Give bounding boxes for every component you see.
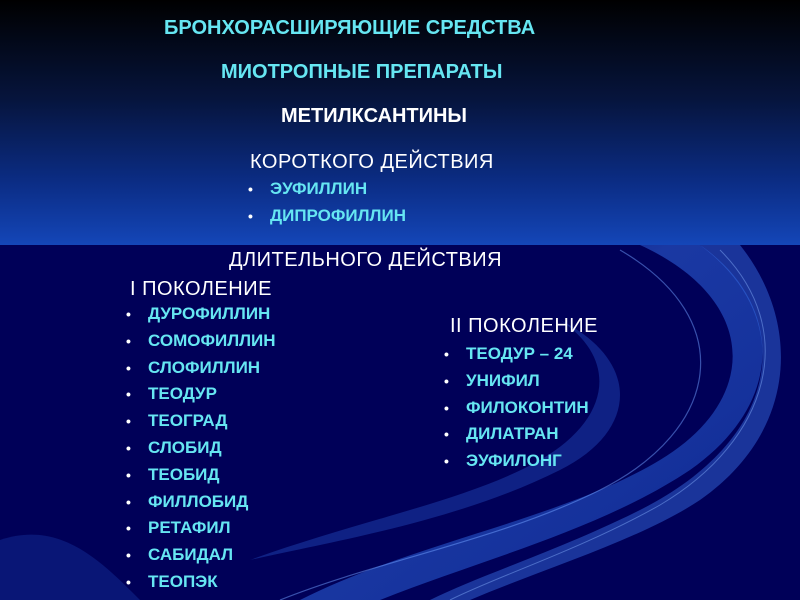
list-item: • ТЕОБИД [126, 462, 276, 489]
list-item: • ТЕОГРАД [126, 408, 276, 435]
subtitle-myotropic: МИОТРОПНЫЕ ПРЕПАРАТЫ [221, 61, 503, 83]
long-action-heading: ДЛИТЕЛЬНОГО ДЕЙСТВИЯ [229, 249, 503, 271]
list-item: • СОМОФИЛЛИН [126, 328, 276, 355]
list-item: • ТЕОДУР [126, 381, 276, 408]
list-item: • ФИЛЛОБИД [126, 489, 276, 516]
list-item: • ДУРОФИЛЛИН [126, 301, 276, 328]
subtitle-methylxanthines: МЕТИЛКСАНТИНЫ [281, 105, 468, 127]
gen1-heading: I ПОКОЛЕНИЕ [130, 278, 272, 300]
list-item: • ФИЛОКОНТИН [444, 395, 589, 422]
gen1-list [126, 301, 276, 596]
list-item: • ДИЛАТРАН [444, 421, 589, 448]
short-action-heading: КОРОТКОГО ДЕЙСТВИЯ [250, 151, 494, 173]
slide-title: БРОНХОРАСШИРЯЮЩИЕ СРЕДСТВА [164, 17, 536, 39]
list-item: • ДИПРОФИЛЛИН [248, 203, 406, 230]
list-item: • СЛОФИЛЛИН [126, 355, 276, 382]
swirl-left-wave [0, 535, 140, 600]
gen2-list [444, 341, 589, 475]
gen2-heading: II ПОКОЛЕНИЕ [450, 315, 598, 337]
list-item: • СЛОБИД [126, 435, 276, 462]
list-item: • УНИФИЛ [444, 368, 589, 395]
list-item: • ТЕОПЭК [126, 569, 276, 596]
list-item: • САБИДАЛ [126, 542, 276, 569]
list-item: • ЭУФИЛОНГ [444, 448, 589, 475]
list-item: • ЭУФИЛЛИН [248, 176, 406, 203]
list-item: • РЕТАФИЛ [126, 515, 276, 542]
short-action-list [248, 176, 406, 230]
list-item: • ТЕОДУР – 24 [444, 341, 589, 368]
